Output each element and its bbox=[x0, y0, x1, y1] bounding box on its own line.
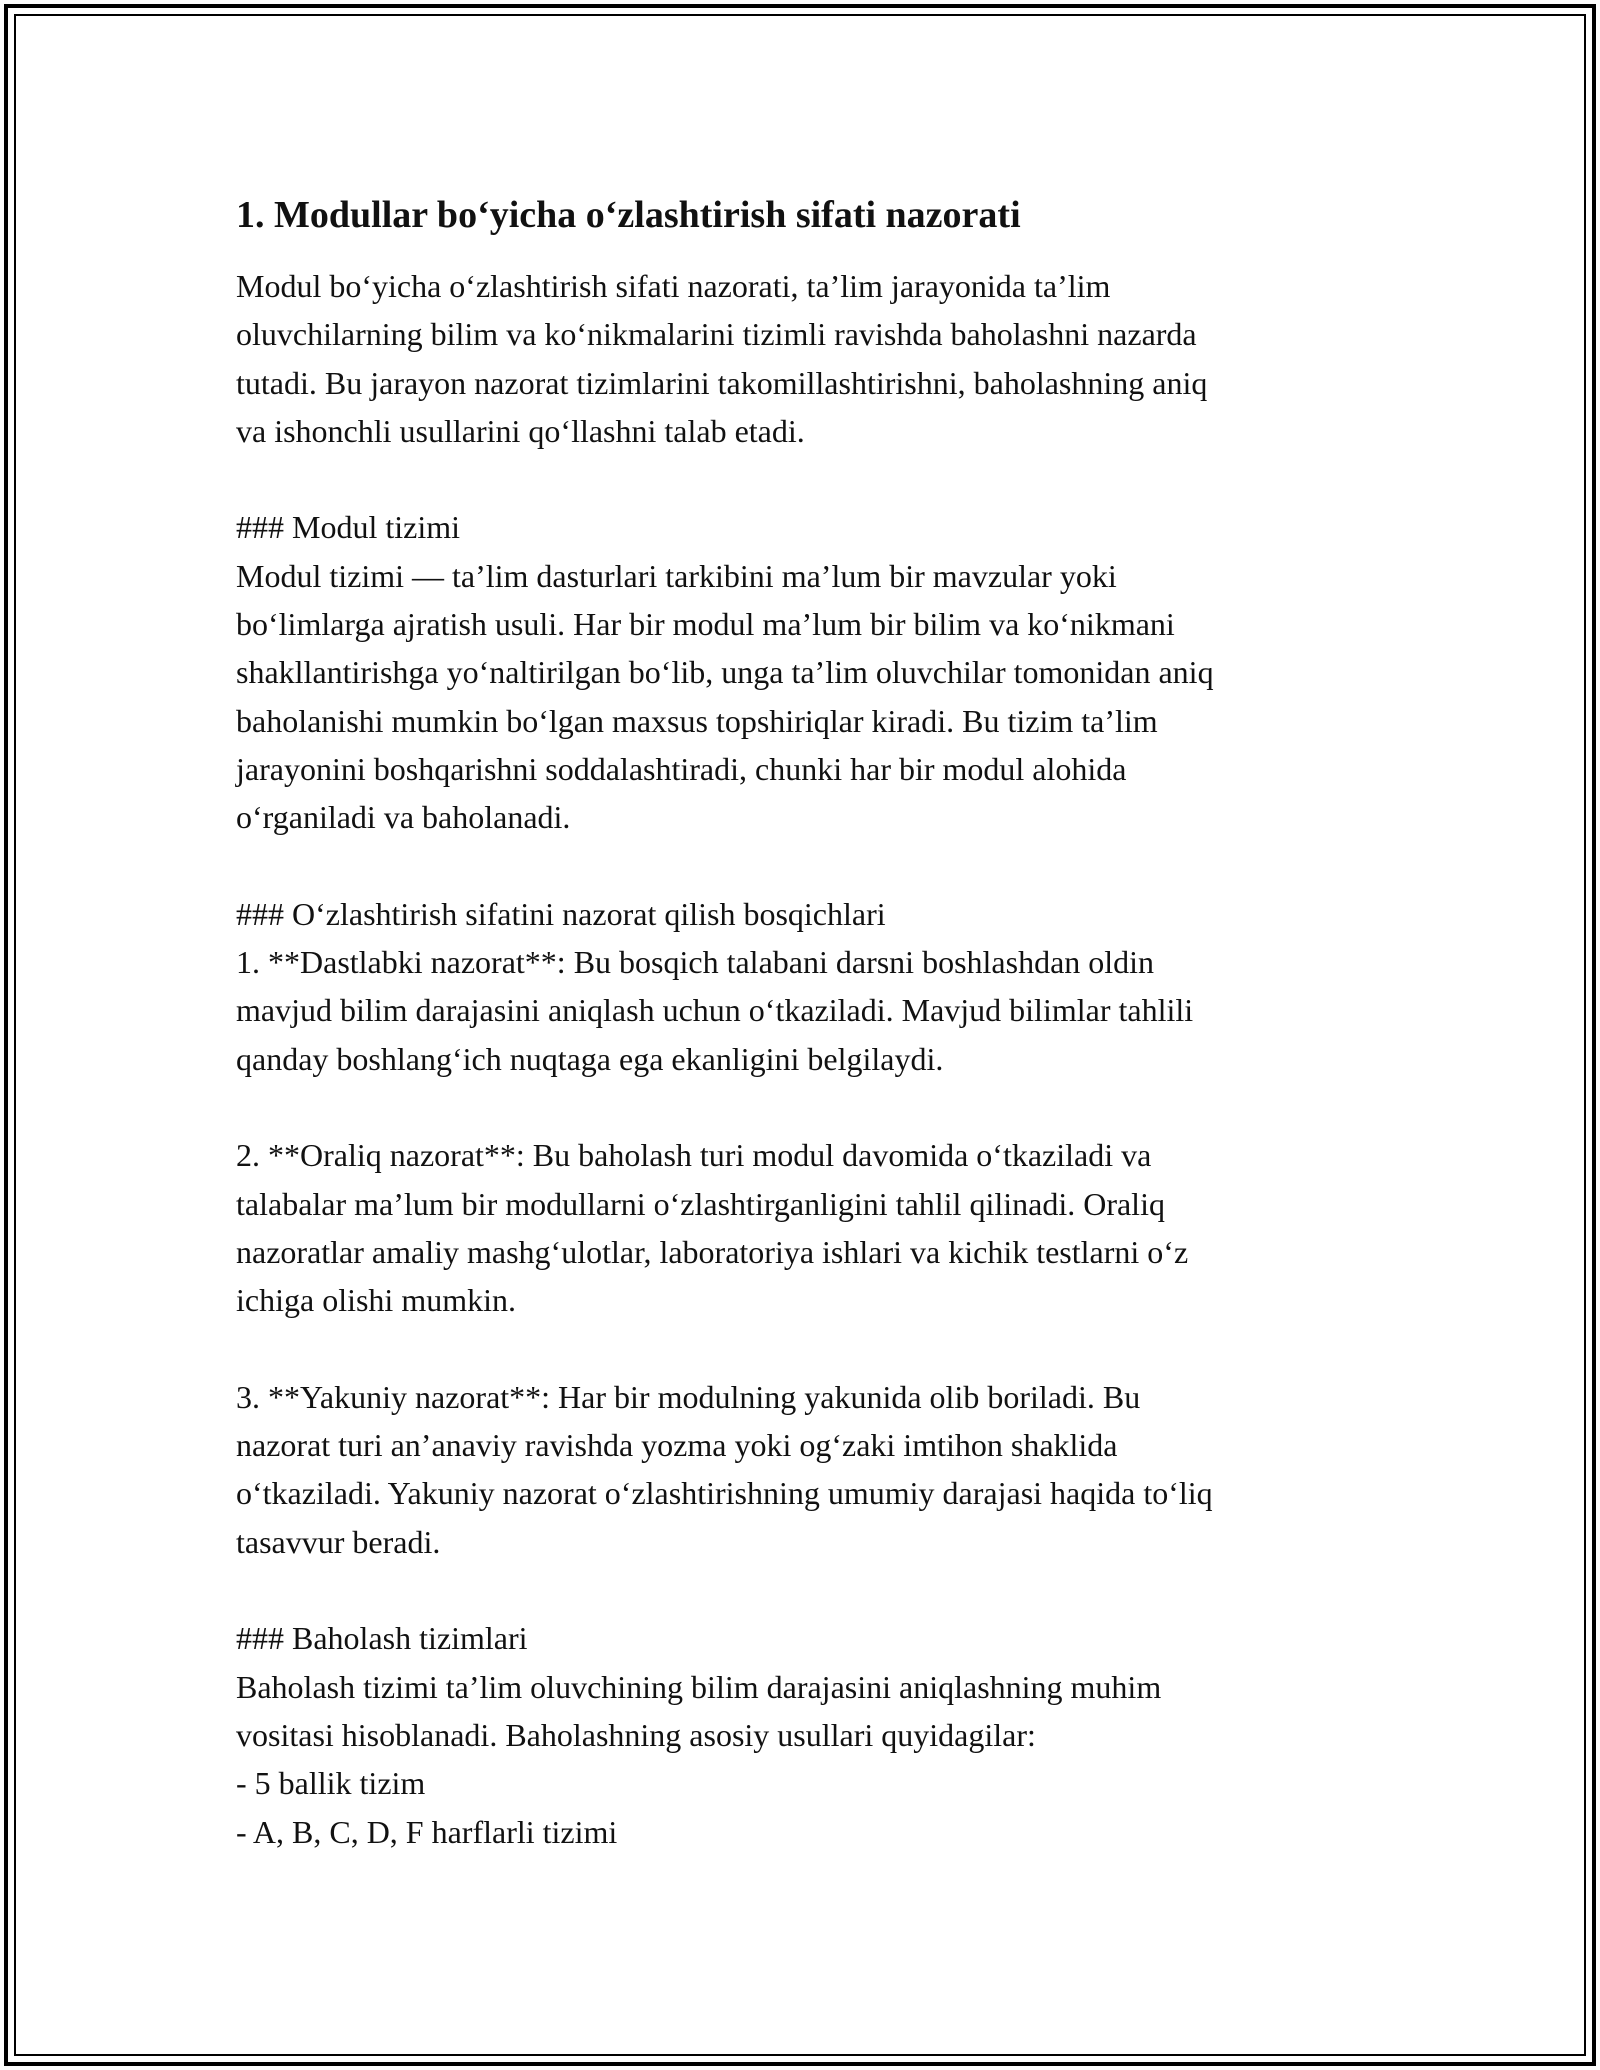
blank-line bbox=[236, 1566, 1366, 1614]
text-line: tasavvur beradi. bbox=[236, 1523, 441, 1560]
bosqichlar-section bbox=[236, 890, 1366, 1083]
text-line: nazoratlar amaliy mashg‘ulotlar, laboratoriya ishlari va kichik testlarni o‘z bbox=[236, 1233, 1189, 1270]
text-line: nazorat turi an’anaviy ravishda yozma yoki og‘zaki imtihon shaklida bbox=[236, 1427, 1118, 1464]
text-line: qanday boshlang‘ich nuqtaga ega ekanligini belgilaydi. bbox=[236, 1040, 944, 1077]
text-line: Modul bo‘yicha o‘zlashtirish sifati nazorati, ta’lim jarayonida ta’lim bbox=[236, 268, 1111, 304]
text-line: Modul tizimi — ta’lim dasturlari tarkibini ma’lum bir mavzular yoki bbox=[236, 557, 1117, 594]
section-heading: ### Baholash tizimlari bbox=[236, 1620, 528, 1657]
text-line: oluvchilarning bilim va ko‘nikmalarini tizimli ravishda baholashni nazarda bbox=[236, 316, 1197, 353]
text-line: tutadi. Bu jarayon nazorat tizimlarini takomillashtirishni, baholashning aniq bbox=[236, 364, 1208, 401]
oraliq-nazorat-paragraph bbox=[236, 1131, 1366, 1324]
text-line: 2. **Oraliq nazorat**: Bu baholash turi modul davomida o‘tkaziladi va bbox=[236, 1137, 1152, 1174]
text-line: ichiga olishi mumkin. bbox=[236, 1282, 516, 1319]
text-line: va ishonchli usullarini qo‘llashni talab etadi. bbox=[236, 412, 805, 449]
text-line: 1. **Dastlabki nazorat**: Bu bosqich talabani darsni boshlashdan oldin bbox=[236, 944, 1155, 981]
text-line: o‘rganiladi va baholanadi. bbox=[236, 799, 571, 836]
modul-tizimi-section bbox=[236, 503, 1366, 841]
section-heading: ### O‘zlashtirish sifatini nazorat qilish bosqichlari bbox=[236, 895, 886, 932]
list-item: - 5 ballik tizim bbox=[236, 1765, 426, 1802]
blank-line bbox=[236, 455, 1366, 503]
list-item: - A, B, C, D, F harflarli tizimi bbox=[236, 1813, 618, 1850]
baholash-section bbox=[236, 1614, 1366, 1855]
text-line: bo‘limlarga ajratish usuli. Har bir modul ma’lum bir bilim va ko‘nikmani bbox=[236, 606, 1175, 643]
blank-line bbox=[236, 1325, 1366, 1373]
text-line: o‘tkaziladi. Yakuniy nazorat o‘zlashtirishning umumiy darajasi haqida to‘liq bbox=[236, 1475, 1213, 1512]
text-line: mavjud bilim darajasini aniqlash uchun o‘tkaziladi. Mavjud bilimlar tahlili bbox=[236, 992, 1194, 1029]
text-line: Baholash tizimi ta’lim oluvchining bilim darajasini aniqlashning muhim bbox=[236, 1668, 1162, 1705]
text-line: vositasi hisoblanadi. Baholashning asosiy usullari quyidagilar: bbox=[236, 1716, 1036, 1753]
blank-line bbox=[236, 1083, 1366, 1131]
intro-paragraph bbox=[236, 262, 1366, 455]
text-line: baholanishi mumkin bo‘lgan maxsus topshiriqlar kiradi. Bu tizim ta’lim bbox=[236, 702, 1158, 739]
document-title: 1. Modullar bo‘yicha o‘zlashtirish sifati nazorati bbox=[236, 194, 1021, 236]
text-line: 3. **Yakuniy nazorat**: Har bir modulning yakunida olib boriladi. Bu bbox=[236, 1378, 1141, 1415]
text-line: talabalar ma’lum bir modullarni o‘zlashtirganligini tahlil qilinadi. Oraliq bbox=[236, 1185, 1165, 1222]
blank-line bbox=[236, 842, 1366, 890]
text-line: shakllantirishga yo‘naltirilgan bo‘lib, unga ta’lim oluvchilar tomonidan aniq bbox=[236, 654, 1214, 691]
yakuniy-nazorat-paragraph bbox=[236, 1373, 1366, 1566]
section-heading: ### Modul tizimi bbox=[236, 509, 460, 546]
document-body bbox=[236, 182, 1366, 1856]
text-line: jarayonini boshqarishni soddalashtiradi, chunki har bir modul alohida bbox=[236, 750, 1127, 787]
